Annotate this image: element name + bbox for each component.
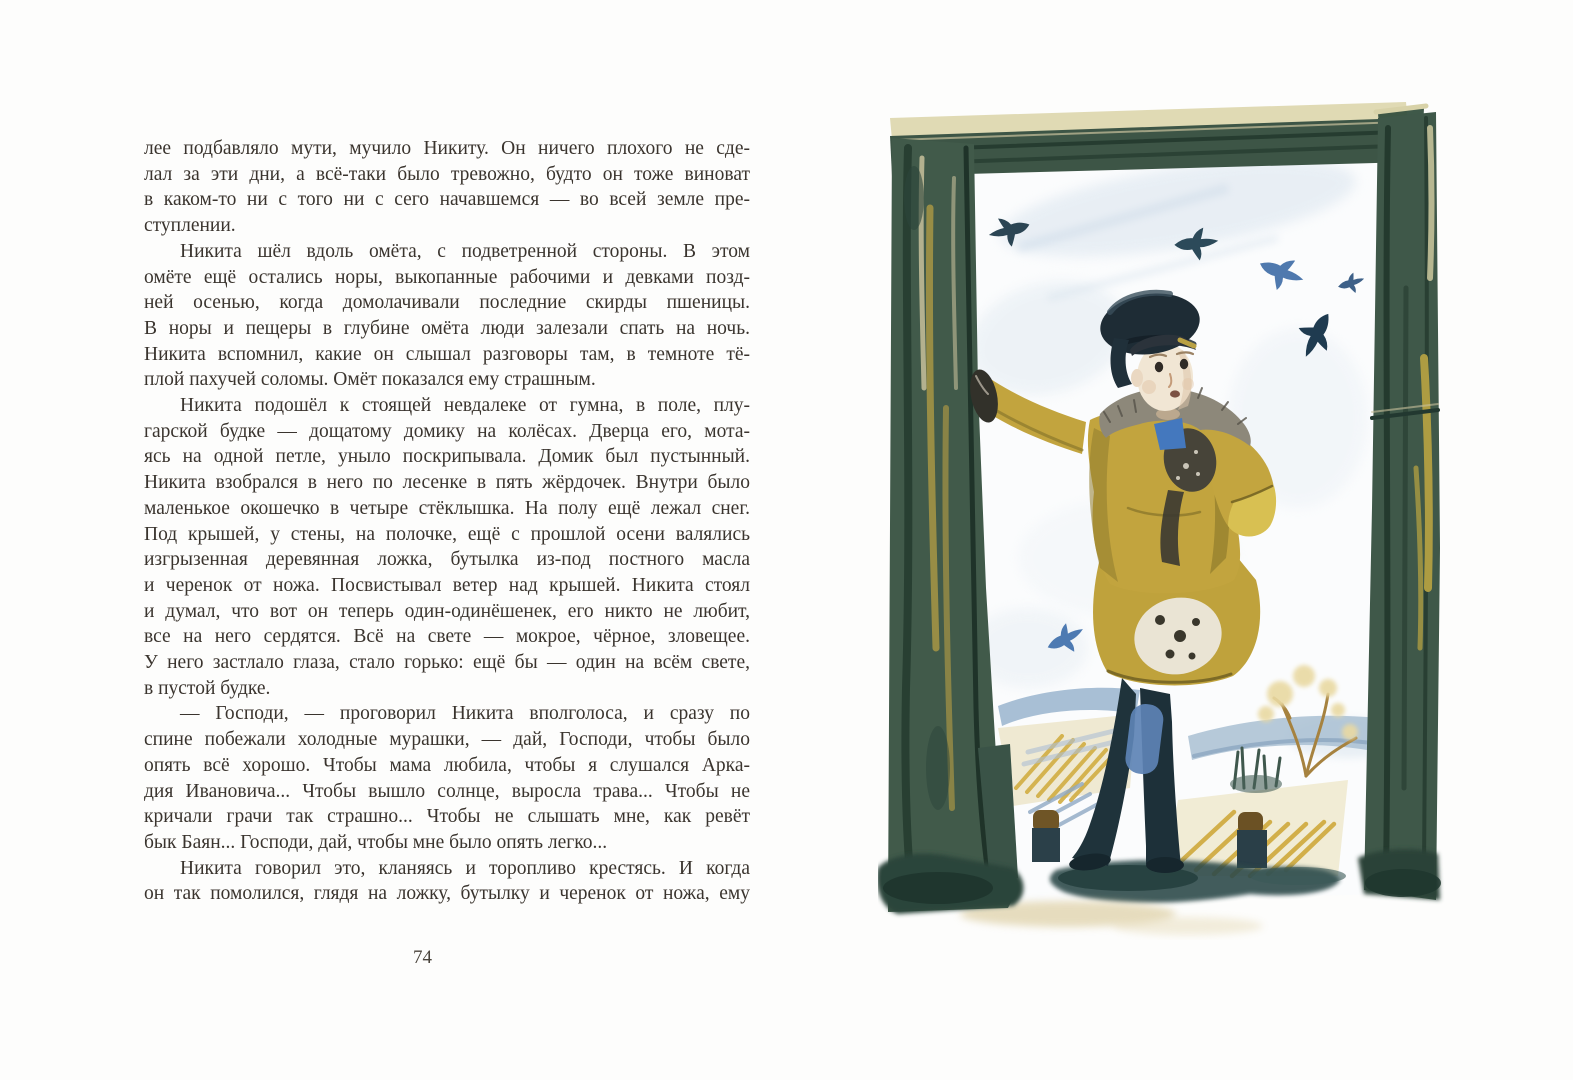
- text-line: в каком-то ни с того ни с сего начавшемся — во всей земле пре-: [144, 189, 750, 211]
- text-line: Никита шёл вдоль омёта, с подветренной стороны. В этом: [180, 240, 750, 262]
- text-line: Под крышей, у стены, на полочке, ещё с прошлой осени валялись: [144, 523, 750, 545]
- paragraph: [144, 701, 750, 855]
- text-line: лее подбавляло мути, мучило Никиту. Он ничего плохого не сде-: [144, 138, 750, 159]
- text-line: ней осенью, когда домолачивали последние скирды пшеницы.: [144, 292, 750, 314]
- text-line: маленькое окошечко в четыре стёклышка. На полу ещё лежал снег.: [144, 497, 750, 519]
- text-line: ступлении.: [144, 215, 236, 237]
- text-line: все на него сердятся. Всё на свете — мокрое, чёрное, зловещее.: [144, 626, 750, 648]
- text-line: лал за эти дни, а всё-таки было тревожно, будто он тоже виноват: [144, 163, 750, 185]
- text-line: он так помолился, глядя на ложку, бутылку и черенок от ножа, ему: [144, 883, 750, 905]
- text-line: спине побежали холодные мурашки, — дай, Господи, чтобы было: [144, 729, 750, 751]
- illustration-boy-in-doorway: [878, 88, 1446, 940]
- text-line: опять всё хорошо. Чтобы мама любила, чтобы я слушался Арка-: [144, 754, 750, 776]
- text-line: У него застлало глаза, стало горько: ещё бы — один на всём свете,: [144, 652, 750, 674]
- text-line: Никита подошёл к стоящей невдалеке от гумна, в поле, плу-: [180, 395, 750, 417]
- text-line: и думал, что вот он теперь один-одинёшенек, его никто не любит,: [144, 600, 750, 622]
- text-line: бык Баян... Господи, дай, чтобы мне было опять легко...: [144, 831, 608, 853]
- text-line: кричали грачи так страшно... Чтобы не слышать мне, как ревёт: [144, 806, 750, 828]
- text-line: — Господи, — проговорил Никита вполголоса, и сразу по: [180, 703, 750, 725]
- paragraph: [144, 393, 750, 701]
- paragraph: [144, 136, 750, 239]
- text-line: В норы и пещеры в глубине омёта люди залезали спать на ночь.: [144, 317, 750, 339]
- text-line: Никита говорил это, кланяясь и торопливо крестясь. И когда: [180, 857, 750, 879]
- text-line: ясь на одной петле, уныло поскрипывала. Домик был пустынный.: [144, 446, 750, 468]
- text-line: в пустой будке.: [144, 677, 271, 699]
- text-line: дия Ивановича... Чтобы вышло солнце, выросла трава... Чтобы не: [144, 780, 750, 802]
- text-line: изгрызенная деревянная ложка, бутылка из-под постного масла: [144, 549, 750, 571]
- text-line: Никита взобрался в него по лесенке в пять жёрдочек. Внутри было: [144, 472, 750, 494]
- text-line: Никита вспомнил, какие он слышал разговоры там, в темноте тё-: [144, 343, 750, 365]
- page-number: 74: [413, 947, 432, 968]
- paragraph: [144, 239, 750, 393]
- text-line: омёте ещё остались норы, выкопанные рабочими и девками позд-: [144, 266, 750, 288]
- text-line: гарской будке — дощатому домику на колёсах. Дверца его, мота-: [144, 420, 750, 442]
- left-page-text: [144, 136, 750, 907]
- text-line: плой пахучей соломы. Омёт показался ему страшным.: [144, 369, 596, 391]
- text-line: и черенок от ножа. Посвистывал ветер над крышей. Никита стоял: [144, 574, 750, 596]
- paragraph: [144, 856, 750, 907]
